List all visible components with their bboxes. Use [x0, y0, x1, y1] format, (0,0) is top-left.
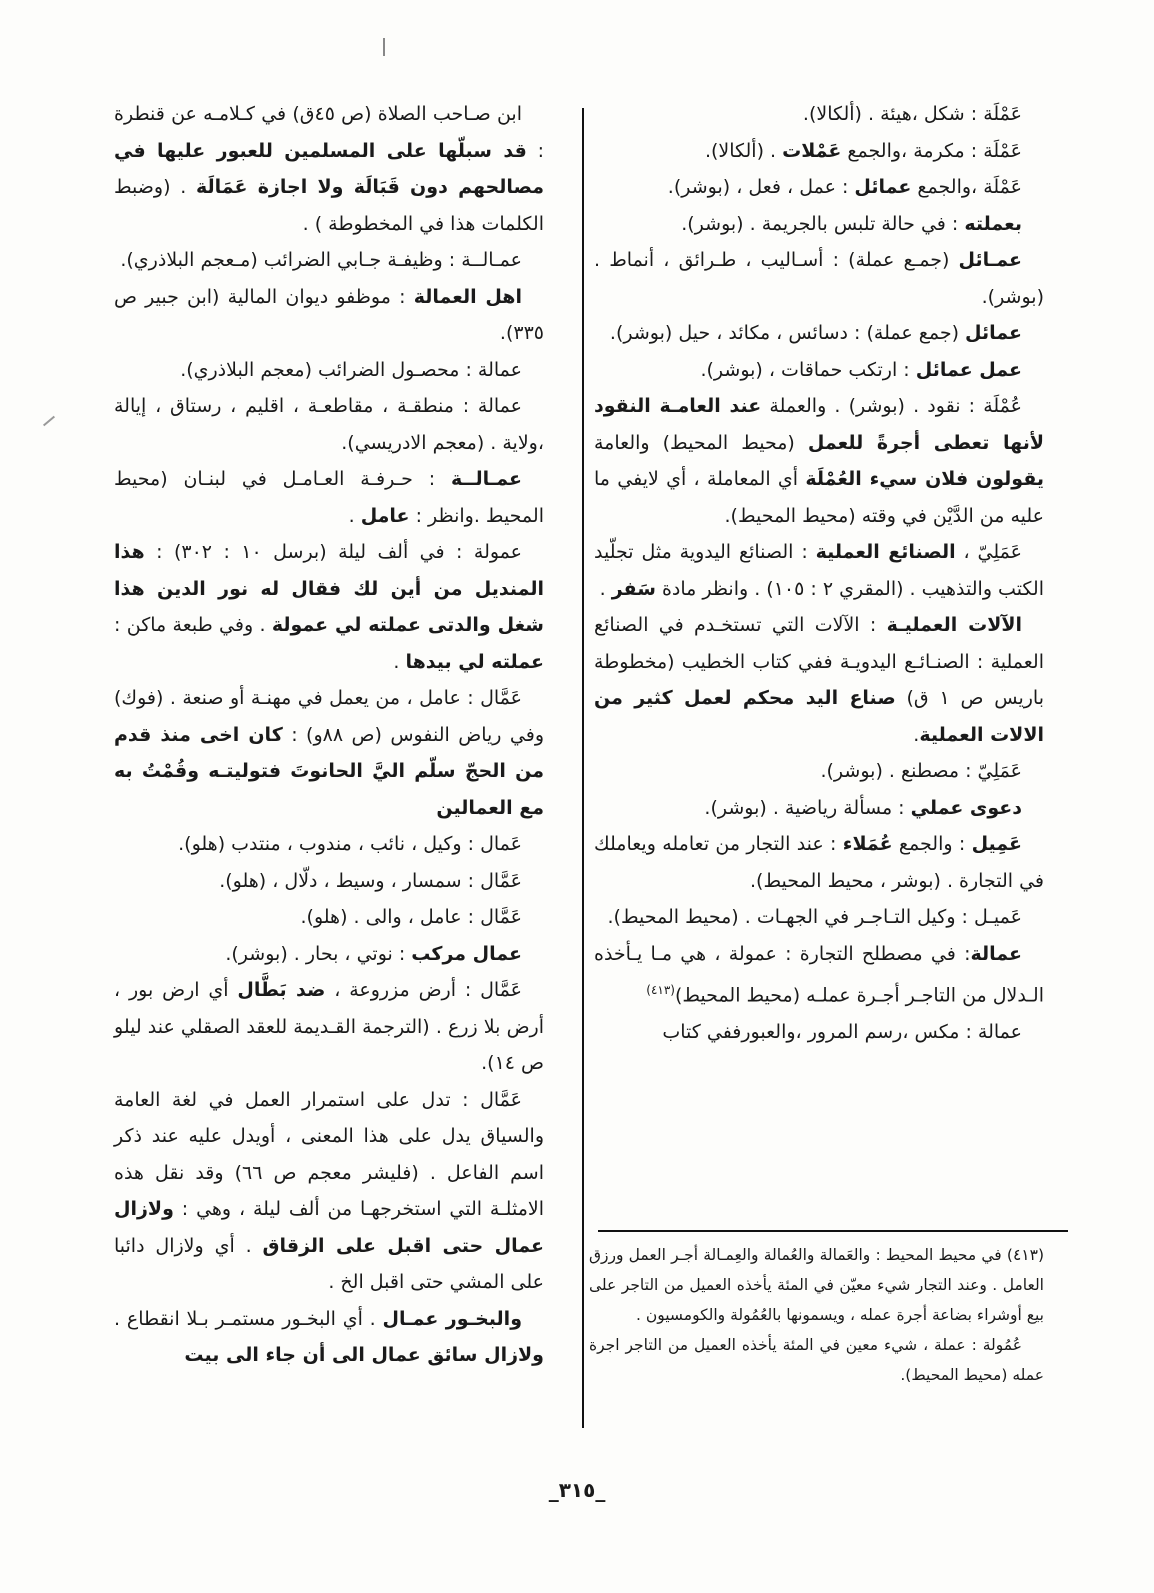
text-run: .: [913, 723, 920, 746]
text-run: عَمْلَة : شكل ،هيئة . (ألكالا).: [802, 103, 1022, 125]
text-run: عمالة : محصـول الضرائب (معجم البلاذري).: [180, 358, 522, 381]
bold-term: ولازال سائق عمال الى أن جاء الى بيت: [184, 1344, 544, 1366]
footnote-continuation: عُمُولة : عملة ، شيء معين في المئة يأخذه العميل من التاجر اجرة عمله (محيط المحيط).: [589, 1336, 1044, 1384]
text-run: : والجمع: [892, 833, 972, 855]
bold-term: عمائل: [854, 176, 912, 198]
text-run: : الآلات التي تستخـدم في الصنائع العملية : الصنـائـع اليدويـة ففي كتاب الخطيب (مخطوطة باريس ص ١ ق): [594, 614, 1045, 709]
text-run: . (وضبط الكلمات هذا في المخطوطة ) .: [114, 176, 544, 235]
entry-paragraph: [594, 790, 1044, 827]
text-run: : عند التجار من تعامله ويعاملك في التجارة . (بوشر ، محيط المحيط).: [594, 833, 1044, 892]
entry-paragraph: [114, 279, 544, 352]
bold-term: والبخـور عمـال: [382, 1307, 523, 1330]
bold-term: عمل عمائل: [915, 358, 1022, 381]
entry-paragraph: [594, 96, 1044, 133]
text-run: : مسألة رياضية . (بوشر).: [704, 796, 911, 819]
entry-paragraph: [114, 936, 544, 973]
bold-term: عمـالــة: [451, 468, 522, 490]
text-run: .: [393, 650, 406, 673]
entry-paragraph: [594, 352, 1044, 389]
entry-paragraph: [114, 826, 544, 863]
entry-paragraph: [114, 1301, 544, 1374]
text-run: عمـالــة : وظيفـة جـابي الضرائب (مـعجم البلاذري).: [120, 249, 522, 271]
bold-term: عُمَلاء: [842, 833, 893, 855]
text-run: عَمْلَة : مكرمة ،والجمع: [841, 139, 1022, 162]
text-run: : نوتي ، بحار . (بوشر).: [225, 942, 412, 965]
text-run: عَمَّال : تدل على استمرار العمل في لغة العامة والسياق يدل على هذا المعنى ، أويدل عليه عند ذكر اسم الفاعل . (فليشر معجم ص ٦٦) وقد نقل هذه الامثلـة التي استخرجهـا من ألف ليلة ، وهي :: [114, 1088, 544, 1220]
entry-paragraph: [594, 1014, 1044, 1051]
entry-paragraph: [114, 534, 544, 680]
text-run: عَمَّال : سمسار ، وسيط ، دلّال ، (هلو).: [219, 869, 522, 892]
bold-term: سَفر: [611, 577, 656, 600]
text-run: عُمْلَة : نقود . (بوشر) . والعملة: [761, 395, 1023, 417]
text-run: : موظفو ديوان المالية (ابن جبير ص ٣٣٥).: [114, 285, 544, 344]
text-run: : في مصطلح التجارة : عمولة ، هي مـا يـأخذه الـدلال من التاجـر أجـرة عملـه (محيط المحيط): [594, 942, 1044, 1007]
footnote-413: (٤١٣) في محيط المحيط : والعَمالة والعُمالة والعِمـالة أجـر العمل ورزق العامل . وعند التجار شيء معيّن في المئة يأخذه العميل من التاجر على بيع أوشراء بضاعة أجرة عمله ، ويسمونها بالعُمُولة والكومسيون .: [589, 1246, 1044, 1324]
text-run: (جمع عملة) : دسائس ، مكائد ، حيل (بوشر).: [609, 322, 966, 344]
right-text-column: [594, 96, 1044, 1050]
bold-term: اهل العمالة: [413, 285, 522, 308]
entry-paragraph: [114, 680, 544, 826]
text-run: عَمْلَة ،والجمع: [911, 176, 1022, 198]
entry-paragraph: [594, 534, 1044, 607]
text-run: : ارتكب حماقات ، (بوشر).: [700, 358, 916, 381]
text-run: عَمال : وكيل ، نائب ، مندوب ، منتدب (هلو).: [178, 833, 522, 855]
entry-paragraph: [114, 863, 544, 900]
bold-term: يقولون فلان سيء العُمْلَة: [805, 468, 1044, 490]
entry-paragraph: [594, 899, 1044, 936]
bold-term: بعملته: [964, 212, 1022, 235]
text-run: عمالة : مكس ،رسم المرور ،والعبورففي كتاب: [662, 1020, 1022, 1043]
entry-paragraph: [594, 315, 1044, 352]
text-run: . (ألكالا).: [704, 139, 783, 162]
bold-term: الصنائع العملية: [815, 541, 956, 563]
entry-paragraph: [594, 607, 1044, 753]
entry-paragraph: [114, 1082, 544, 1301]
bold-term: عَمِيل: [971, 833, 1022, 855]
text-run: عَمَّال : عامل ، والى . (هلو).: [300, 906, 522, 928]
entry-paragraph: [114, 972, 544, 1082]
entry-paragraph: [114, 388, 544, 461]
bold-term: ولازال عمال حتى اقبل على الزقاق: [114, 1198, 545, 1257]
text-run: . وفي طبعة ماكن :: [114, 614, 272, 636]
text-run: (محيط المحيط) والعامة: [594, 431, 808, 454]
text-run: : حـرفـة العـامـل في لبنـان (محيط المحيط .وانظر :: [114, 468, 544, 527]
entry-paragraph: [114, 899, 544, 936]
entry-paragraph: [594, 242, 1044, 315]
entry-paragraph: [594, 133, 1044, 170]
text-run: .: [348, 504, 361, 527]
bold-term: عمالة: [970, 942, 1022, 965]
bold-term: عَمْلات: [782, 139, 842, 162]
text-run: عَمَلِيّ ،: [955, 541, 1022, 563]
bold-term: عمال مركب: [411, 942, 522, 965]
text-run: : في حالة تلبس بالجريمة . (بوشر).: [681, 212, 965, 235]
bold-term: عمـائل: [958, 249, 1022, 271]
entry-paragraph: [594, 826, 1044, 899]
entry-paragraph: [594, 753, 1044, 790]
text-run: . أي البخـور مستمـر بـلا انقطاع .: [114, 1307, 383, 1330]
bold-term: صناع اليد محكم لعمل كثير من الالات العملية: [594, 687, 1044, 746]
bold-term: دعوى عملي: [910, 796, 1022, 819]
bold-term: ضد بَطَّال: [237, 979, 326, 1001]
scan-speck: [43, 416, 55, 427]
text-run: عَمَّال : عامل ، من يعمل في مهنـة أو صنعة . (فوك) وفي رياض النفوس (ص ٨٨و) :: [114, 687, 545, 746]
entry-paragraph: [594, 206, 1044, 243]
footnote-ref: (٤١٣): [646, 983, 675, 997]
bold-term: الآلات العمليـة: [886, 614, 1023, 636]
bold-term: عمائل: [965, 322, 1022, 344]
entry-paragraph: [594, 936, 1044, 1014]
scan-speck: [383, 38, 385, 56]
text-run: عَمَلِيّ : مصطنع . (بوشر).: [820, 760, 1022, 782]
text-run: عَميـل : وكيل التـاجـر في الجهـات . (محيط المحيط).: [607, 906, 1022, 928]
text-run: عَمَّال : أرض مزروعة ،: [325, 979, 522, 1001]
text-run: . أي ولازال دائبا على المشي حتى اقبل الخ .: [114, 1234, 544, 1293]
bold-term: قد سبلّها على المسلمين للعبور عليها في مصالحهم دون قَبَالَة ولا اجازة عَمَالَة: [114, 139, 544, 198]
bold-term: عند العامـة النقود لأنها تعطى أجرةً للعمل: [594, 395, 1044, 454]
text-run: (جمـع عملة) : أسـاليب ، طـرائق ، أنماط . (بوشر).: [594, 249, 1044, 308]
entry-paragraph: [114, 461, 544, 534]
column-divider: [582, 108, 584, 1428]
bold-term: عملته لي بيدها: [405, 650, 544, 673]
footnotes: [589, 1240, 1044, 1390]
footnote-divider: [598, 1230, 1068, 1232]
entry-paragraph: [594, 388, 1044, 534]
page-number: _٣١٥_: [548, 1478, 606, 1502]
text-run: : عمل ، فعل ، (بوشر).: [667, 176, 855, 198]
text-run: .: [599, 577, 612, 600]
text-run: عمولة : في ألف ليلة (برسل ١٠ : ٣٠٢) :: [144, 541, 522, 563]
text-run: : الصنائع اليدوية مثل تجلّيد الكتب والتذهيب . (المقري ٢ : ١٠٥) . وانظر مادة: [594, 541, 1044, 600]
bold-term: عامل: [360, 504, 410, 527]
left-text-column: [114, 96, 544, 1374]
bold-term: كان اخى منذ قدم من الحجّ سلّم اليَّ الحانوتَ فتوليتـه وقُمْتُ به مع العمالين: [114, 723, 544, 819]
entry-paragraph: [114, 352, 544, 389]
text-run: ابن صـاحب الصلاة (ص ٤٥ق) في كـلامـه عن قنطرة :: [114, 103, 544, 162]
entry-paragraph: [594, 169, 1044, 206]
text-run: أي ارض بور ، أرض بلا زرع . (الترجمة القـديمة للعقد الصقلي عند ليلو ص ١٤).: [114, 979, 544, 1074]
entry-paragraph: [114, 242, 544, 279]
text-run: عمالة : منطقـة ، مقاطعـة ، اقليم ، رستاق ، إيالة ،ولاية . (معجم الادريسي).: [114, 395, 544, 454]
text-run: أي المعاملة ، أي لايفي ما عليه من الدَّيْن في وقته (محيط المحيط).: [594, 468, 1044, 527]
entry-paragraph: [114, 96, 544, 242]
bold-term: هذا المنديل من أين لك فقال له نور الدين هذا شغل والدتى عملته لي عمولة: [114, 541, 544, 636]
